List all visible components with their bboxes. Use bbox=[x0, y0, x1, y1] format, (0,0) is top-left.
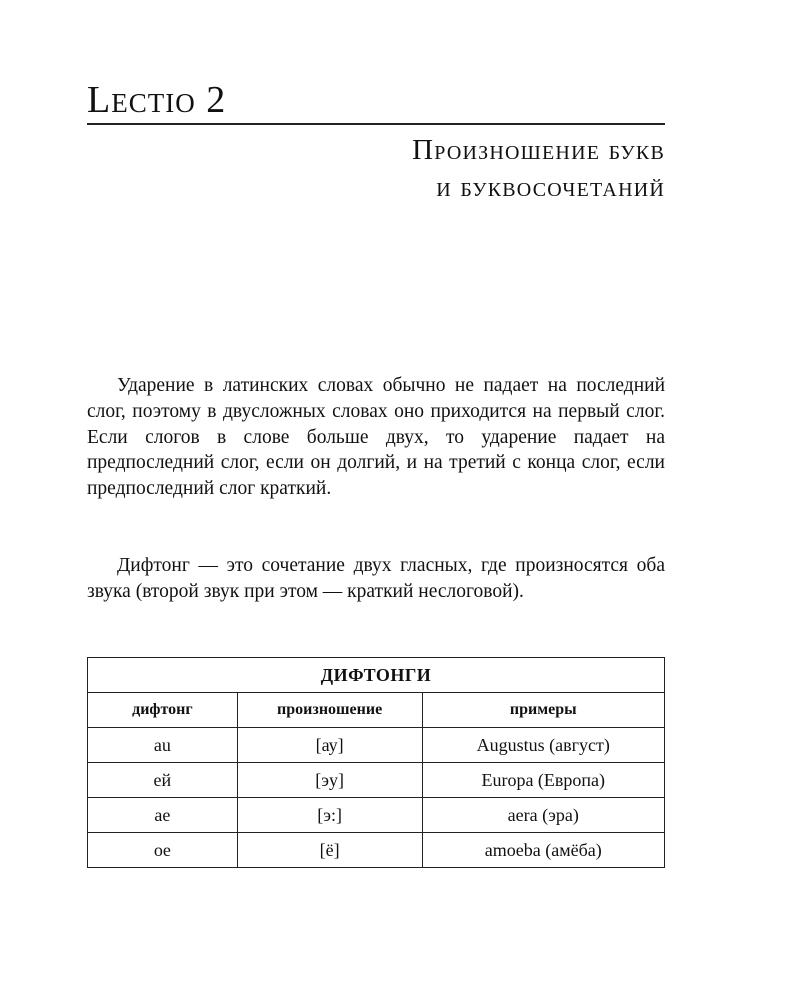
subtitle-line-1: Произношение букв bbox=[412, 134, 665, 166]
table-header-row bbox=[88, 693, 665, 728]
header-diphthong: дифтонг bbox=[88, 693, 238, 728]
cell-diphthong: oe bbox=[88, 833, 238, 868]
header-examples: примеры bbox=[422, 693, 665, 728]
cell-example: Europa (Европа) bbox=[422, 763, 665, 798]
header-pronunciation: произношение bbox=[237, 693, 422, 728]
table-row bbox=[88, 728, 665, 763]
table-caption-row bbox=[88, 658, 665, 693]
paragraph-diphthong: Дифтонг — это сочетание двух гласных, где произносятся оба звука (второй звук при этом — краткий неслоговой). bbox=[87, 555, 665, 602]
cell-diphthong: ae bbox=[88, 798, 238, 833]
lesson-title: Lectio 2 bbox=[87, 79, 227, 121]
table-row bbox=[88, 833, 665, 868]
table-caption: ДИФТОНГИ bbox=[88, 658, 665, 693]
cell-pronunciation: [э:] bbox=[237, 798, 422, 833]
cell-pronunciation: [ё] bbox=[237, 833, 422, 868]
cell-diphthong: au bbox=[88, 728, 238, 763]
cell-example: amoeba (амёба) bbox=[422, 833, 665, 868]
table-row bbox=[88, 798, 665, 833]
paragraph-stress: Ударение в латинских словах обычно не падает на последний слог, поэтому в двусложных словах оно приходится на первый слог. Если слогов в слове больше двух, то ударение падает на предпоследний слог, если он долгий, и на третий с конца слог, если предпоследний слог краткий. bbox=[87, 375, 665, 500]
cell-pronunciation: [эу] bbox=[237, 763, 422, 798]
subtitle-line-2: и буквосочетаний bbox=[436, 171, 665, 203]
table-row bbox=[88, 763, 665, 798]
title-rule bbox=[87, 123, 665, 125]
cell-example: Augustus (август) bbox=[422, 728, 665, 763]
cell-pronunciation: [ау] bbox=[237, 728, 422, 763]
lesson-subtitle bbox=[412, 132, 665, 206]
cell-diphthong: ей bbox=[88, 763, 238, 798]
diphthong-table bbox=[87, 657, 665, 868]
cell-example: aera (эра) bbox=[422, 798, 665, 833]
